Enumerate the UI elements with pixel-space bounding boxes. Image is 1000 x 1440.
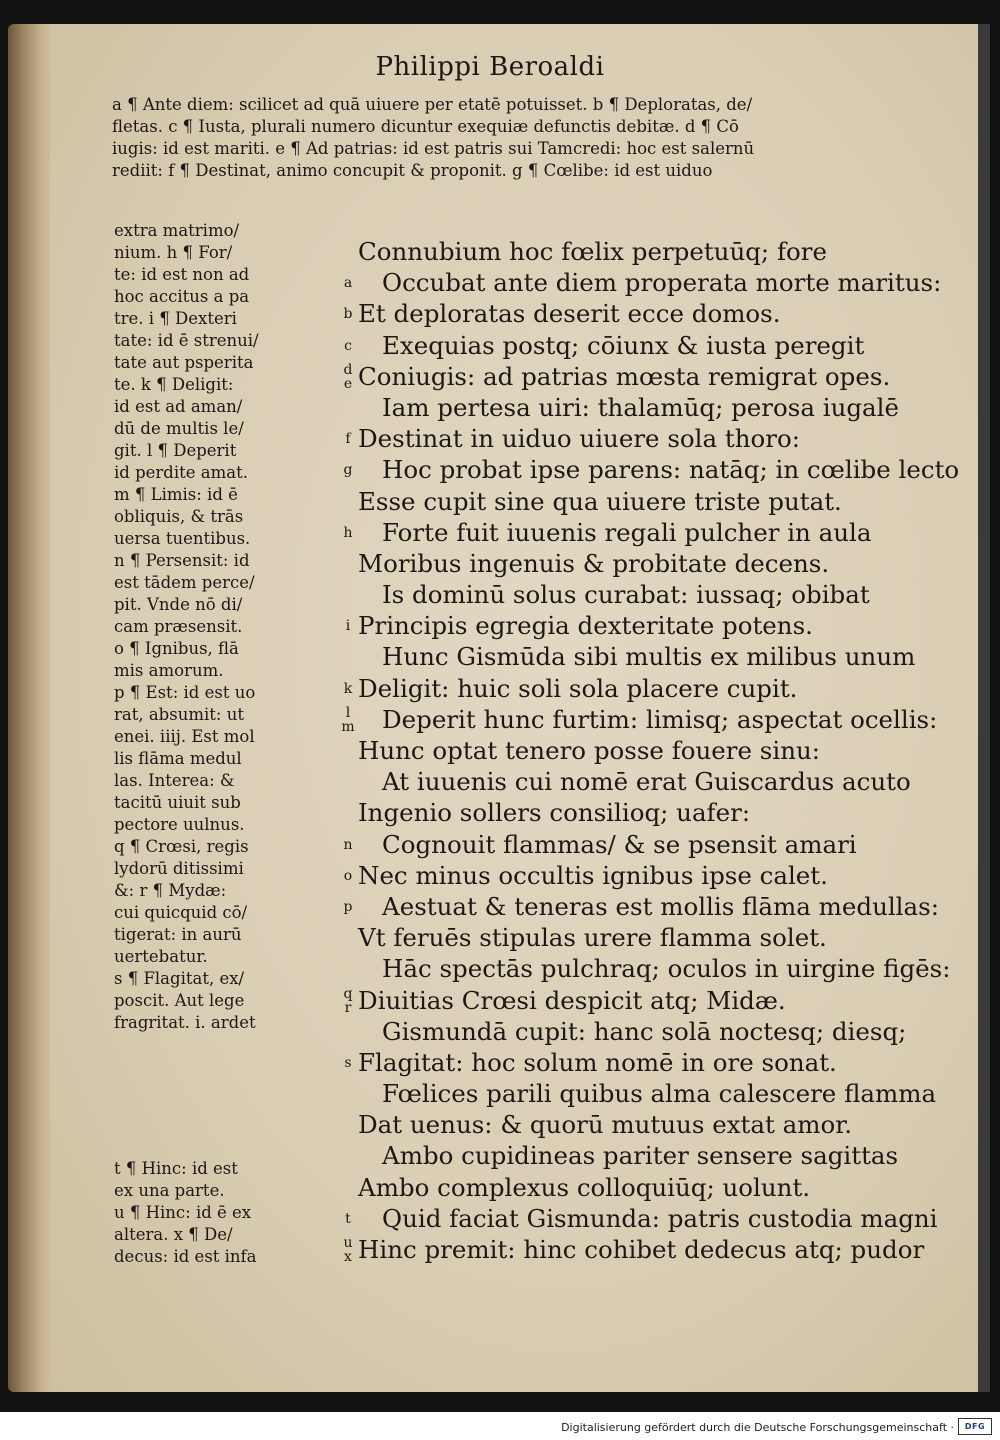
gloss-marker	[338, 1140, 358, 1149]
gloss-marker	[338, 1109, 358, 1118]
commentary-line: a ¶ Ante diem: scilicet ad quā uiuere per etatē potuisset. b ¶ Deploratas, de/	[112, 95, 753, 114]
verse-text: Hāc spectās pulchraq; oculos in uirgine figēs:	[382, 954, 951, 984]
top-commentary	[112, 94, 938, 182]
side-commentary-line: nium. h ¶ For/	[114, 243, 233, 262]
side-commentary-line: n ¶ Persensit: id	[114, 551, 250, 570]
verse-text: Ambo complexus colloquiūq; uolunt.	[358, 1172, 811, 1202]
verse-text: Dat uenus: & quorū mutuus extat amor.	[358, 1110, 852, 1140]
gloss-marker: q r	[343, 985, 353, 1016]
verse-line	[338, 579, 980, 610]
verse-text: Exequias postq; cōiunx & iusta peregit	[382, 330, 865, 360]
verse-line	[338, 1078, 980, 1109]
side-commentary-line: las. Interea: &	[114, 771, 235, 790]
scan-right-edge	[978, 24, 990, 1392]
side-commentary-line: rat, absumit: ut	[114, 705, 244, 724]
verse-text: Forte fuit iuuenis regali pulcher in aula	[382, 517, 872, 547]
verse-text: Hunc optat tenero posse fouere sinu:	[358, 736, 821, 765]
funding-credit: Digitalisierung gefördert durch die Deutsche Forschungsgemeinschaft ·	[561, 1421, 954, 1434]
verse-line	[338, 891, 980, 922]
verse-line	[338, 1047, 980, 1078]
verse-text: Esse cupit sine qua uiuere triste putat.	[358, 486, 842, 516]
side-commentary-upper	[114, 220, 282, 1034]
gloss-marker: i	[345, 618, 351, 635]
side-commentary-line: tate aut psperita	[114, 353, 254, 372]
gloss-marker	[338, 548, 358, 557]
verse-line	[338, 1140, 980, 1171]
gloss-marker	[338, 579, 358, 588]
gloss-marker: b	[343, 306, 353, 323]
side-commentary-line: lydorū ditissimi	[114, 859, 244, 878]
side-commentary-line: s ¶ Flagitat, ex/	[114, 969, 245, 988]
verse-line	[338, 610, 980, 641]
gloss-marker	[338, 1078, 358, 1087]
verse-text: Et deploratas deserit ecce domos.	[358, 299, 781, 329]
side-commentary-line: o ¶ Ignibus, flā	[114, 639, 239, 658]
gloss-marker: h	[343, 524, 353, 541]
gloss-marker	[338, 766, 358, 775]
gloss-marker	[338, 922, 358, 931]
side-commentary-line: pit. Vnde nō di/	[114, 595, 243, 614]
verse-line	[338, 392, 980, 423]
verse-text: Ambo cupidineas pariter sensere sagittas	[382, 1141, 899, 1171]
side-commentary-line: te: id est non ad	[114, 265, 250, 284]
verse-text: Destinat in uiduo uiuere sola thoro:	[358, 424, 800, 454]
side-commentary-line: hoc accitus a pa	[114, 287, 250, 306]
gloss-marker: d e	[343, 361, 353, 392]
verse-line	[338, 922, 980, 953]
verse-line	[338, 267, 980, 298]
gloss-marker: l m	[341, 704, 355, 735]
verse-line	[338, 985, 980, 1016]
side-commentary-line: poscit. Aut lege	[114, 991, 245, 1010]
gloss-marker: g	[343, 462, 353, 479]
verse-text: Vt feruēs stipulas urere flamma solet.	[358, 923, 827, 953]
verse-text: At iuuenis cui nomē erat Guiscardus acuto	[382, 767, 911, 797]
gloss-marker	[338, 735, 358, 744]
side-commentary-line: id perdite amat.	[114, 463, 248, 482]
side-commentary-line: mis amorum.	[114, 661, 224, 680]
gloss-marker: n	[343, 836, 353, 853]
side-commentary-line: fragritat. i. ardet	[114, 1013, 256, 1032]
side-commentary-line: ex una parte.	[114, 1181, 225, 1200]
verse-line	[338, 704, 980, 735]
verse-text: Fœlices parili quibus alma calescere flamma	[382, 1079, 937, 1109]
verse-text: Moribus ingenuis & probitate decens.	[358, 548, 830, 578]
side-commentary-line: u ¶ Hinc: id ē ex	[114, 1203, 252, 1222]
verse-line	[338, 1109, 980, 1140]
verse-text: Hunc Gismūda sibi multis ex milibus unum	[382, 642, 916, 672]
commentary-line: fletas. c ¶ Iusta, plurali numero dicuntur exequiæ defunctis debitæ. d ¶ Cō	[112, 117, 739, 136]
verse-text: Quid faciat Gismunda: patris custodia magni	[382, 1203, 938, 1233]
verse-line	[338, 673, 980, 704]
side-commentary-line: est tādem perce/	[114, 573, 255, 592]
gloss-marker	[338, 1172, 358, 1181]
verse-line	[338, 1234, 980, 1265]
verse-text: Flagitat: hoc solum nomē in ore sonat.	[358, 1047, 837, 1077]
dfg-logo-icon: DFG	[958, 1418, 992, 1435]
side-commentary-line: cam præsensit.	[114, 617, 243, 636]
side-commentary-line: &: r ¶ Mydæ:	[114, 881, 227, 900]
side-commentary-line: p ¶ Est: id est uo	[114, 683, 256, 702]
side-commentary-line: cui quicquid cō/	[114, 903, 248, 922]
side-commentary-line: id est ad aman/	[114, 397, 243, 416]
verse-text: Diuitias Crœsi despicit atq; Midæ.	[358, 985, 786, 1015]
verse-line	[338, 236, 980, 267]
gloss-marker: f	[345, 431, 351, 448]
side-commentary-line: enei. iiij. Est mol	[114, 727, 255, 746]
gloss-marker: u x	[343, 1235, 353, 1265]
side-commentary-line: dū de multis le/	[114, 419, 244, 438]
verse-line	[338, 1172, 980, 1203]
gloss-marker	[338, 1016, 358, 1025]
side-commentary-line: altera. x ¶ De/	[114, 1225, 233, 1244]
side-commentary-line: tacitū uiuit sub	[114, 793, 241, 812]
verse-line	[338, 1016, 980, 1047]
side-commentary-line: uertebatur.	[114, 947, 208, 966]
commentary-line: rediit: f ¶ Destinat, animo concupit & proponit. g ¶ Cœlibe: id est uiduo	[112, 161, 713, 180]
verse-line	[338, 766, 980, 797]
side-commentary-line: t ¶ Hinc: id est	[114, 1159, 238, 1178]
gloss-marker	[338, 392, 358, 401]
verse-text: Hoc probat ipse parens: natāq; in cœlibe lecto	[382, 455, 960, 485]
gloss-marker: s	[344, 1054, 352, 1071]
verse-text: Deligit: huic soli sola placere cupit.	[358, 673, 798, 703]
poem-text	[338, 236, 980, 1265]
footer-bar	[0, 1412, 1000, 1440]
side-commentary-line: decus: id est infa	[114, 1247, 257, 1266]
running-head: Philippi Beroaldi	[375, 52, 605, 82]
verse-line	[338, 860, 980, 891]
verse-text: Is dominū solus curabat: iussaq; obibat	[382, 580, 870, 610]
verse-line	[338, 298, 980, 329]
side-commentary-line: extra matrimo/	[114, 221, 240, 240]
side-commentary-line: q ¶ Crœsi, regis	[114, 837, 249, 856]
verse-line	[338, 829, 980, 860]
verse-line	[338, 361, 980, 392]
side-commentary-line: uersa tuentibus.	[114, 529, 251, 548]
side-commentary-line: m ¶ Limis: id ē	[114, 485, 238, 504]
verse-text: Occubat ante diem properata morte maritus:	[382, 268, 942, 298]
verse-line	[338, 641, 980, 672]
gloss-marker	[338, 486, 358, 495]
commentary-line: iugis: id est mariti. e ¶ Ad patrias: id est patris sui Tamcredi: hoc est salernū	[112, 139, 755, 158]
gloss-marker	[338, 797, 358, 806]
verse-text: Iam pertesa uiri: thalamūq; perosa iugalē	[382, 392, 899, 422]
gloss-marker	[338, 641, 358, 650]
verse-line	[338, 1203, 980, 1234]
book-page	[50, 24, 980, 1392]
verse-text: Coniugis: ad patrias mœsta remigrat opes.	[358, 361, 891, 391]
side-commentary-line: lis flāma medul	[114, 749, 242, 768]
gloss-marker: c	[344, 337, 352, 354]
verse-line	[338, 423, 980, 454]
verse-text: Nec minus occultis ignibus ipse calet.	[358, 860, 828, 890]
verse-line	[338, 797, 980, 828]
gloss-marker: p	[343, 898, 353, 915]
verse-text: Cognouit flammas/ & se psensit amari	[382, 829, 857, 859]
verse-text: Ingenio sollers consilioq; uafer:	[358, 798, 751, 828]
gloss-marker: t	[345, 1210, 351, 1227]
verse-line	[338, 735, 980, 766]
gloss-marker: a	[343, 275, 353, 292]
gloss-marker: k	[343, 680, 353, 697]
side-commentary-line: tre. i ¶ Dexteri	[114, 309, 237, 328]
verse-line	[338, 953, 980, 984]
verse-line	[338, 548, 980, 579]
side-commentary-line: git. l ¶ Deperit	[114, 441, 237, 460]
verse-text: Aestuat & teneras est mollis flāma medullas:	[382, 891, 939, 921]
verse-text: Connubium hoc fœlix perpetuūq; fore	[358, 237, 827, 266]
side-commentary-lower	[114, 1158, 282, 1268]
verse-line	[338, 454, 980, 485]
side-commentary-line: pectore uulnus.	[114, 815, 245, 834]
side-commentary-line: tigerat: in aurū	[114, 925, 242, 944]
side-commentary-line: obliquis, & trās	[114, 507, 244, 526]
verse-line	[338, 330, 980, 361]
gloss-marker: o	[343, 867, 353, 884]
side-commentary-line: te. k ¶ Deligit:	[114, 375, 234, 394]
verse-line	[338, 486, 980, 517]
verse-text: Deperit hunc furtim: limisq; aspectat ocellis:	[382, 704, 938, 734]
verse-line	[338, 517, 980, 548]
gloss-marker	[338, 236, 358, 245]
verse-text: Principis egregia dexteritate potens.	[358, 611, 813, 641]
verse-text: Hinc premit: hinc cohibet dedecus atq; pudor	[358, 1235, 925, 1264]
verse-text: Gismundā cupit: hanc solā noctesq; diesq;	[382, 1016, 907, 1046]
side-commentary-line: tate: id ē strenui/	[114, 331, 259, 350]
gloss-marker	[338, 953, 358, 962]
